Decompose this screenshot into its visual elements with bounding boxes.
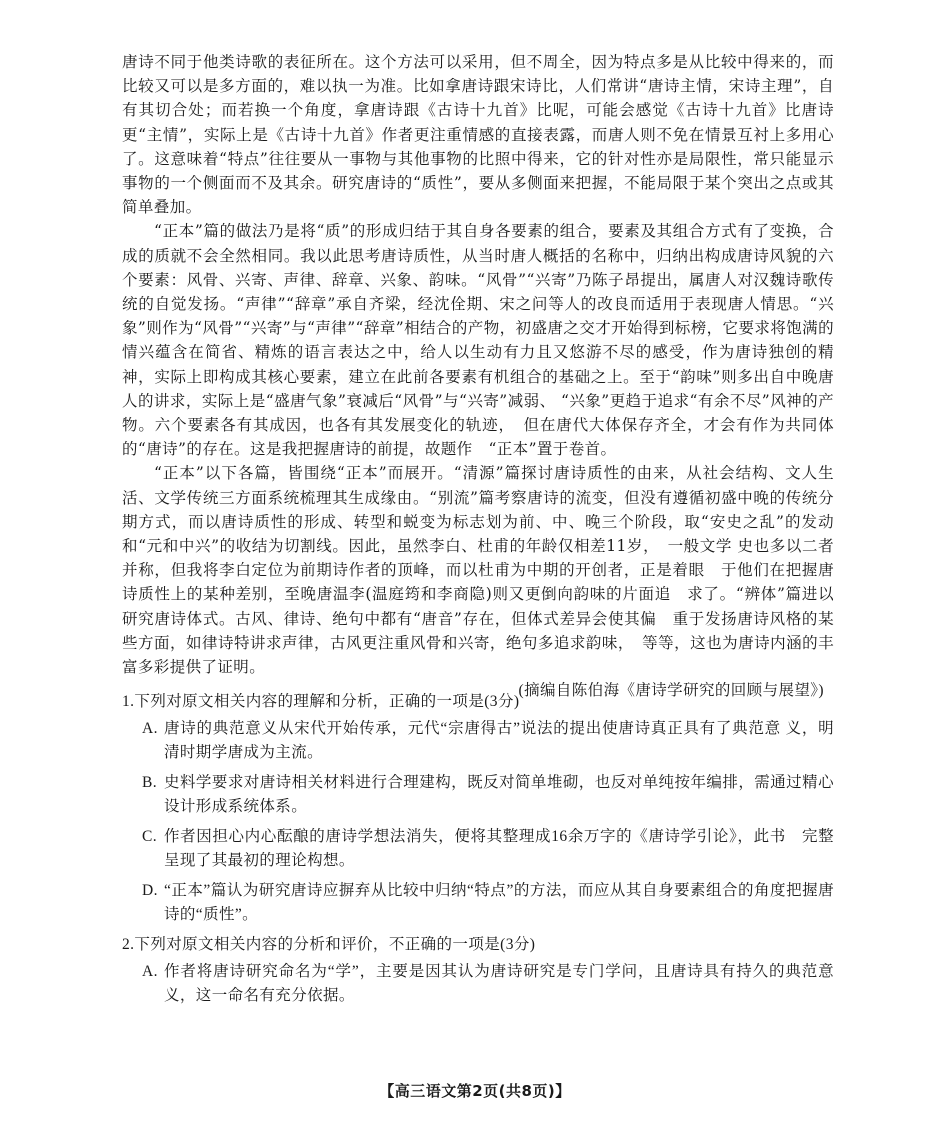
passage-source: (摘编自陈伯海《唐诗学研究的回顾与展望》) [518, 682, 824, 700]
option-b[interactable] [142, 771, 834, 819]
option-letter: A. [142, 720, 158, 737]
option-letter: D. [142, 882, 158, 899]
passage-paragraph-2: “正本”篇的做法乃是将“质”的形成归结于其自身各要素的组合，要素及其组合方式有了变换，合成的质就不会全然相同。我以此思考唐诗质性，从当时唐人概括的名称中，归纳出构成唐诗风貌的六个要素：风骨、兴寄、声律、辞章、兴象、韵味。“风骨”“兴寄”乃陈子昂提出，属唐人对汉魏诗歌传统的自觉发扬。“声律”“辞章”承自齐梁，经沈佺期、宋之问等人的改良而适用于表现唐人情思。“兴象”则作为“风骨”“兴寄”与“声律”“辞章”相结合的产物，初盛唐之交才开始得到标榜，它要求将饱满的情兴蕴含在简省、精炼的语言表达之中，给人以生动有力且又悠游不尽的感受，作为唐诗独创的精神，实际上即构成其核心要素，建立在此前各要素有机组合的基础之上。至于“韵味”则多出自中晚唐人的讲求，实际上是“盛唐气象”衰减后“风骨”与“兴寄”减弱、 “兴象”更趋于追求“有余不尽”风神的产物。六个要素各有其成因，也各有其发展变化的轨迹， 但在唐代大体保存齐全，才会有作为共同体的“唐诗”的存在。这是我把握唐诗的前提，故题作 “正本”置于卷首。 [122, 222, 834, 459]
option-text: 唐诗的典范意义从宋代开始传承，元代“宗唐得古”说法的提出使唐诗真正具有了典范意 义，明清时期学唐成为主流。 [164, 720, 834, 761]
option-letter: C. [142, 828, 158, 845]
page-footer: 【高三语文第2页(共8页)】 [379, 1082, 571, 1100]
question-1 [122, 690, 834, 927]
question-stem: 1.下列对原文相关内容的理解和分析，正确的一项是(3分) [122, 693, 520, 710]
question-section [122, 690, 834, 1014]
option-text: 作者将唐诗研究命名为“学”，主要是因其认为唐诗研究是专门学问，且唐诗具有持久的典范意义，这一命名有充分依据。 [164, 963, 834, 1004]
option-a[interactable] [142, 717, 834, 765]
option-text: 作者因担心内心酝酿的唐诗学想法消失，便将其整理成16余万字的《唐诗学引论》，此书 完整呈现了其最初的理论构想。 [164, 828, 834, 869]
question-stem: 2.下列对原文相关内容的分析和评价，不正确的一项是(3分) [122, 936, 536, 953]
option-letter: B. [142, 774, 158, 791]
option-letter: A. [142, 963, 158, 980]
option-text: 史料学要求对唐诗相关材料进行合理建构，既反对简单堆砌，也反对单纯按年编排，需通过精心设计形成系统体系。 [164, 774, 834, 815]
option-a[interactable] [142, 960, 834, 1008]
question-2 [122, 933, 834, 1008]
option-d[interactable] [142, 879, 834, 927]
passage-paragraph-3: “正本”以下各篇，皆围绕“正本”而展开。“清源”篇探讨唐诗质性的由来，从社会结构、文人生活、文学传统三方面系统梳理其生成缘由。“别流”篇考察唐诗的流变，但没有遵循初盛中晚的传统分期方式，而以唐诗质性的形成、转型和蜕变为标志划为前、中、晚三个阶段，取“安史之乱”的发动和“元和中兴”的收结为切割线。因此，虽然李白、杜甫的年龄仅相差11岁， 一般文学 史也多以二者并称，但我将李白定位为前期诗作者的顶峰，而以杜甫为中期的开创者，正是着眼 于他们在把握唐诗质性上的某种差别，至晚唐温李(温庭筠和李商隐)则又更倒向韵味的片面追 求了。“辨体”篇进以研究唐诗体式。古风、律诗、绝句中都有“唐音”存在，但体式差异会使其偏 重于发扬唐诗风格的某些方面，如律诗特讲求声律，古风更注重风骨和兴寄，绝句多追求韵味， 等等，这也为唐诗内涵的丰富多彩提供了证明。 [122, 464, 834, 677]
passage-paragraph-1: 唐诗不同于他类诗歌的表征所在。这个方法可以采用，但不周全，因为特点多是从比较中得来的，而比较又可以是多方面的，难以执一为准。比如拿唐诗跟宋诗比，人们常讲“唐诗主情，宋诗主理”，自有其切合处；而若换一个角度，拿唐诗跟《古诗十九首》比呢，可能会感觉《古诗十九首》比唐诗更“主情”，实际上是《古诗十九首》作者更注重情感的直接表露，而唐人则不免在情景互衬上多用心了。这意味着“特点”往往要从一事物与其他事物的比照中得来，它的针对性亦是局限性，常只能显示事物的一个侧面而不及其余。研究唐诗的“质性”，要从多侧面来把握，不能局限于某个突出之点或其简单叠加。 [122, 53, 834, 217]
option-text: “正本”篇认为研究唐诗应摒弃从比较中归纳“特点”的方法，而应从其自身要素组合的角度把握唐诗的“质性”。 [164, 882, 834, 923]
reading-passage [122, 50, 834, 703]
option-c[interactable] [142, 825, 834, 873]
